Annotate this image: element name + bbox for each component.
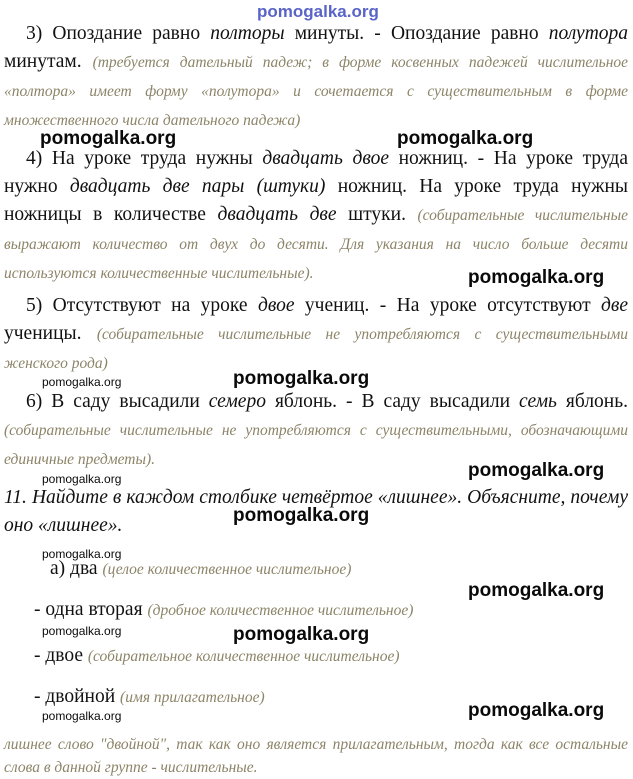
watermark: pomogalka.org [233,624,370,645]
sentence-3: 3) Опоздание равно полторы минуты. - Опоздание равно полутора минутам. (требуется дательный падеж; в форме косвенных падежей числительное «полтора» имеет форму «полутора» и сочетается с существительным в форме множественного числа дательного падежа) [4,23,629,129]
watermark: pomogalka.org [42,472,122,486]
watermark: pomogalka.org [42,547,122,561]
watermark: pomogalka.org [42,375,122,389]
watermark: pomogalka.org [397,128,534,149]
explanation-5: (собирательные числительные не употребляются с существительными женского рода) [4,326,629,372]
watermark: pomogalka.org [468,700,605,721]
sentence-5: 5) Отсутствуют на уроке двое учениц. - На уроке отсутствуют две ученицы. (собирательные числительные не употребляются с существительными женского рода) [4,295,629,372]
watermark-top: pomogalka.org [257,2,379,21]
list-item: - одна вторая (дробное количественное числительное) [34,599,414,620]
watermark: pomogalka.org [468,267,605,288]
list-item: - двое (собирательное количественное числительное) [34,645,400,666]
watermark: pomogalka.org [42,709,122,723]
explanation-4: (собирательные числительные выражают количество от двух до десяти. Для указания на число больше десяти используются количественные числительные). [4,207,628,282]
watermark: pomogalka.org [468,460,605,481]
watermark: pomogalka.org [233,505,370,526]
explanation-6: (собирательные числительные не употребляются с существительными, обозначающими единичные предметы). [4,422,628,468]
watermark: pomogalka.org [468,580,605,601]
watermark: pomogalka.org [42,624,122,638]
watermark: pomogalka.org [233,368,370,389]
list-item: а) два (целое количественное числительное) [50,558,352,579]
sentence-4: 4) На уроке труда нужны двадцать двое ножниц. - На уроке труда нужно двадцать две пары (штуки) ножниц. На уроке труда нужны ножницы в количестве двадцать две штуки. (собирательные числительные выражают количество от двух до десяти. Для указания на число больше десяти используются количественные числительные). [4,148,629,282]
watermark: pomogalka.org [40,128,177,149]
task-11-heading: 11. Найдите в каждом столбике четвёртое «лишнее». Объясните, почему оно «лишнее». [4,487,628,536]
explanation-3: (требуется дательный падеж; в форме косвенных падежей числительное «полтора» имеет форму «полутора» и сочетается с существительным в форме множественного числа дательного падежа) [4,54,629,129]
sentence-6: 6) В саду высадили семеро яблонь. - В саду высадили семь яблонь. (собирательные числительные не употребляются с существительными, обозначающими единичные предметы). [4,391,629,468]
conclusion: лишнее слово "двойной", так как оно является прилагательным, тогда как все остальные слова в данной группе - числительные. [4,736,628,776]
list-item: - двойной (имя прилагательное) [34,686,265,707]
